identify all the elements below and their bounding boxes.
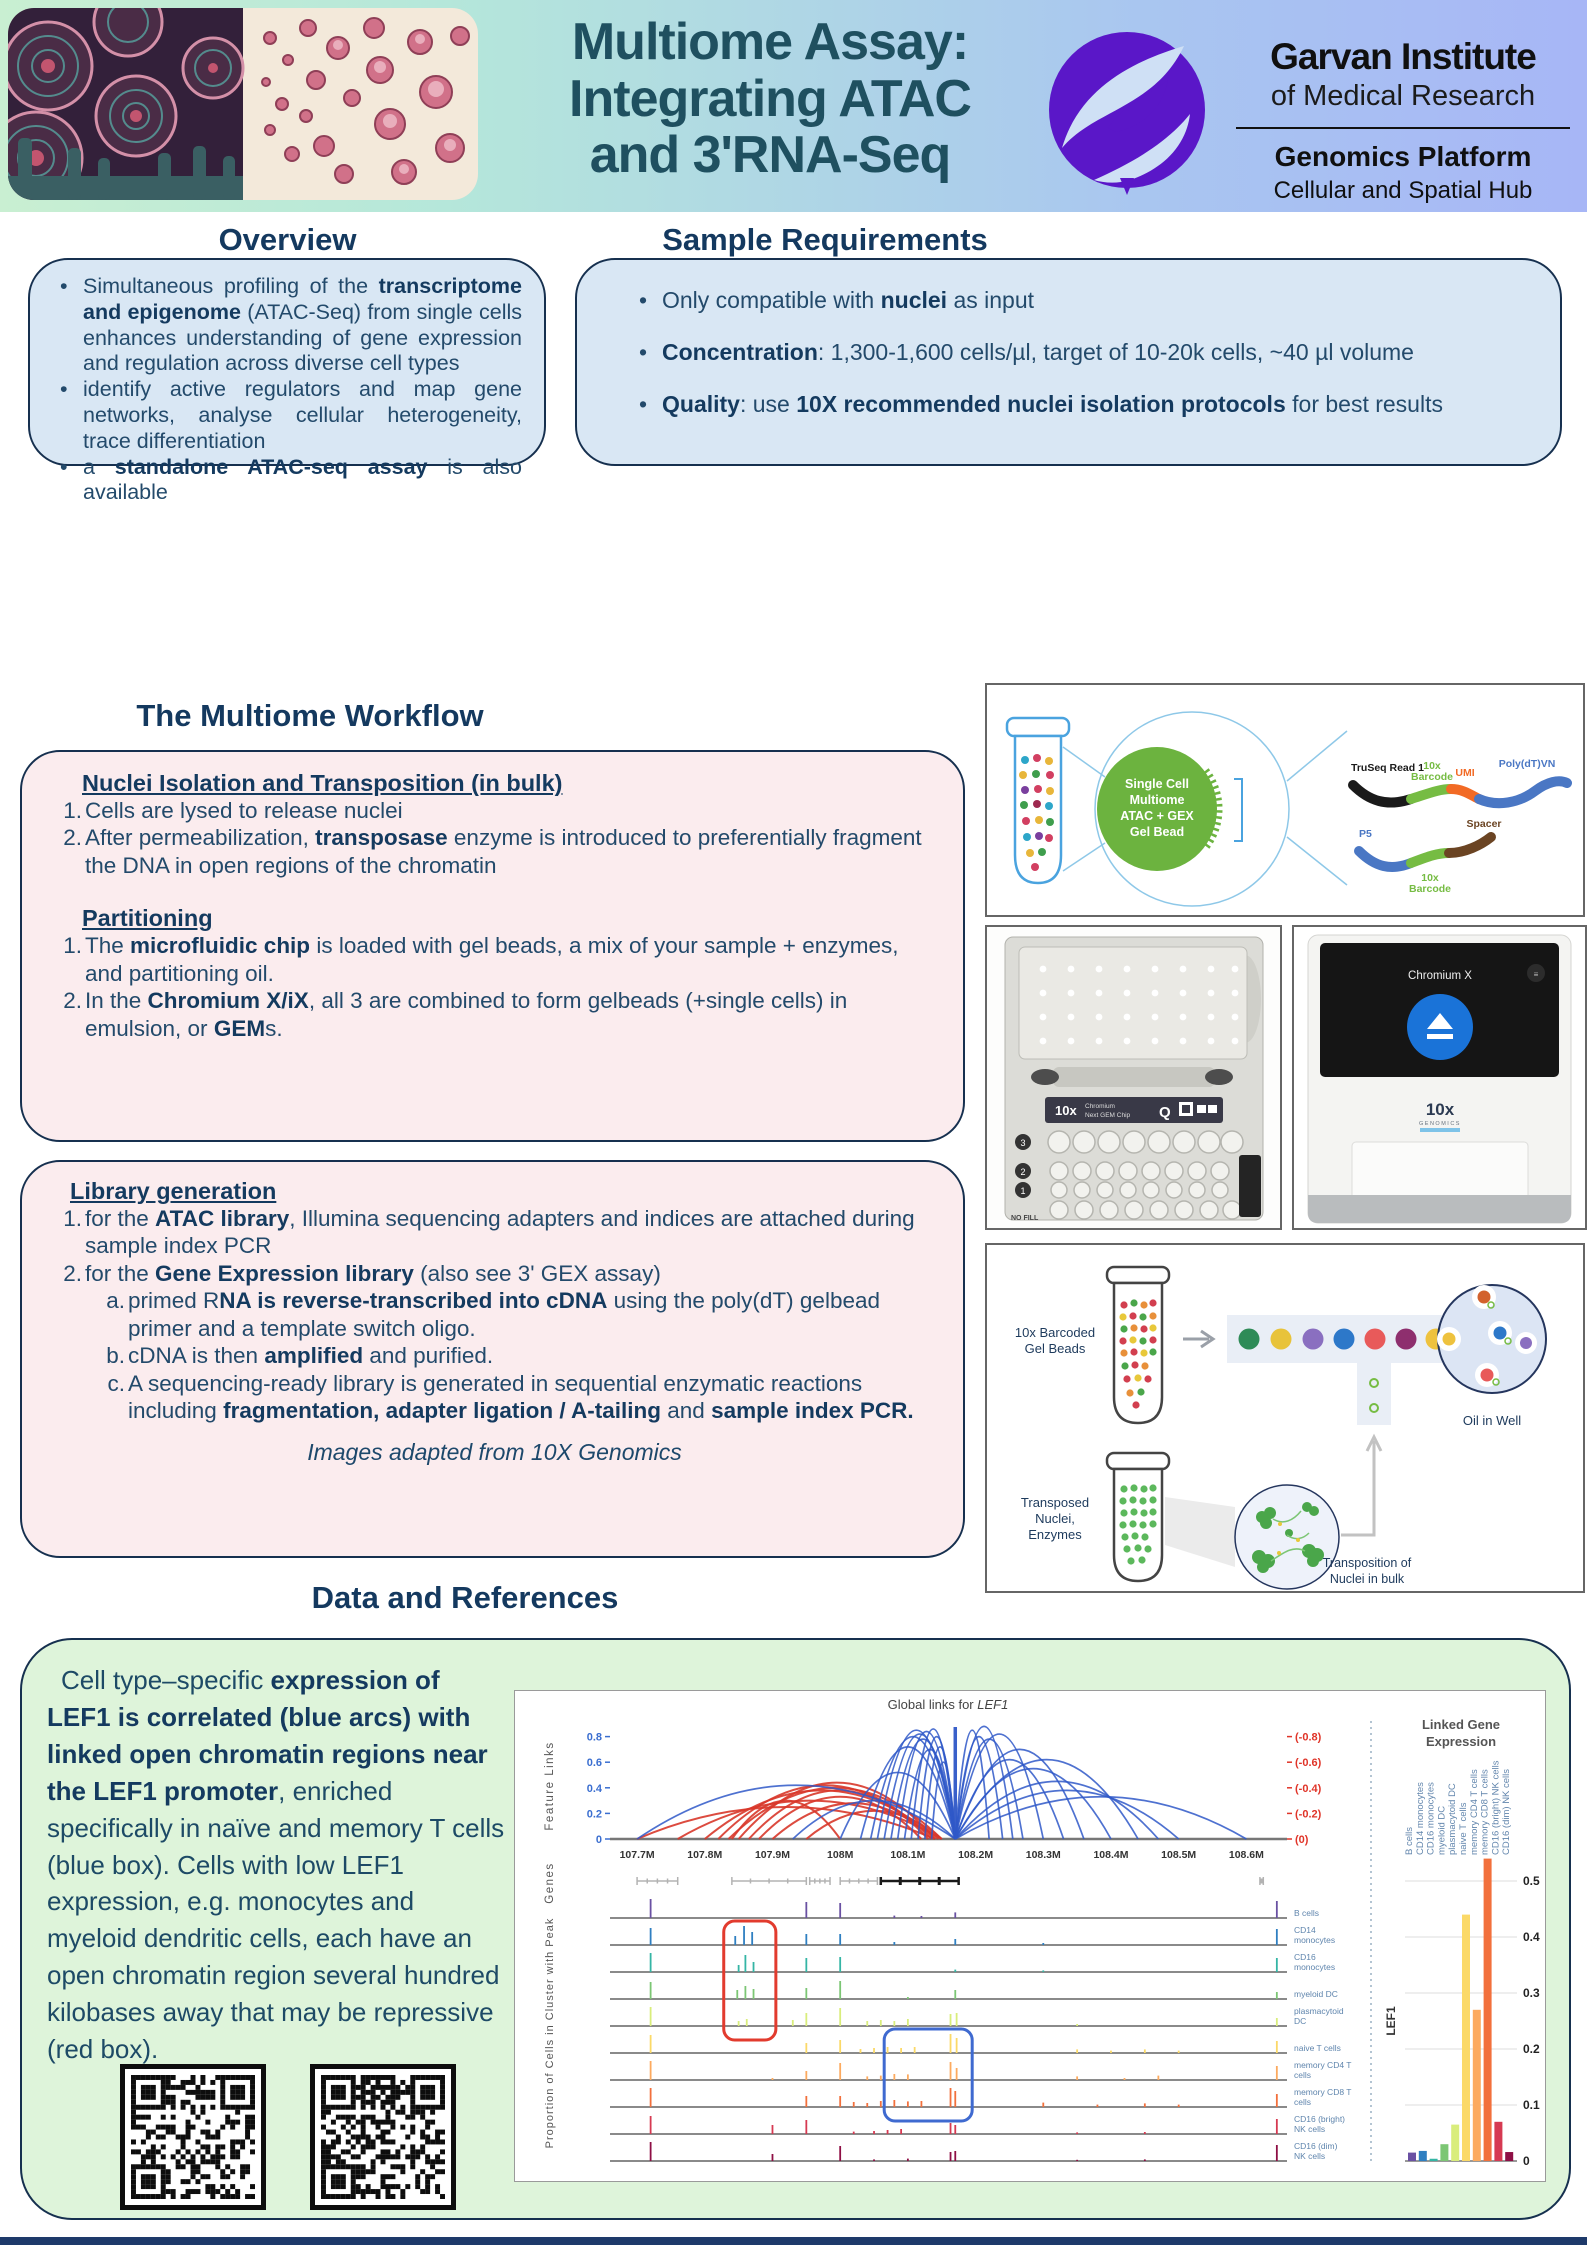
chromium-x-instrument: [1294, 927, 1585, 1228]
svg-text:108.5M: 108.5M: [1161, 1849, 1197, 1861]
gel-beads-label-line1: 10x Barcoded: [1014, 1325, 1096, 1340]
svg-text:B cells: B cells: [1294, 1908, 1320, 1918]
library-substep: A sequencing-ready library is generated in sequential enzymatic reactions including fragmentation, adapter ligation / A-tailing and sample index PCR.: [128, 1370, 914, 1424]
sample-requirement-bullet: • Only compatible with nuclei as input: [635, 286, 1512, 314]
overview-bullet: • identify active regulators and map gene networks, analyse cellular heterogeneity, trace differentiation: [56, 377, 522, 454]
svg-text:0.1: 0.1: [1523, 2098, 1540, 2112]
svg-text:Global links for LEF1: Global links for LEF1: [887, 1697, 1009, 1712]
svg-text:0.4: 0.4: [586, 1782, 602, 1795]
svg-text:CD16 (dim): CD16 (dim): [1294, 2141, 1338, 2151]
svg-text:Genes: Genes: [544, 1862, 556, 1904]
header-band: [0, 0, 1587, 212]
svg-text:0.3: 0.3: [1523, 1986, 1540, 2000]
svg-text:108.2M: 108.2M: [958, 1849, 994, 1861]
svg-text:0.2: 0.2: [586, 1808, 602, 1821]
svg-text:naive T cells: naive T cells: [1458, 1802, 1469, 1855]
svg-text:0: 0: [595, 1834, 602, 1846]
partitioning-steps-list: [52, 932, 937, 1042]
svg-text:B cells: B cells: [1404, 1827, 1415, 1855]
svg-text:107.8M: 107.8M: [687, 1849, 723, 1861]
sample-requirement-bullet: • Quality: use 10X recommended nuclei isolation protocols for best results: [635, 390, 1512, 418]
oligo1-read1-label: TruSeq Read 1: [1351, 762, 1424, 774]
svg-text:CD16 (dim) NK cells: CD16 (dim) NK cells: [1501, 1768, 1513, 1855]
instrument-screen-title: Chromium X: [1408, 970, 1472, 982]
svg-text:108M: 108M: [827, 1849, 854, 1861]
library-substep: cDNA is then amplified and purified.: [128, 1343, 494, 1369]
svg-text:Feature Links: Feature Links: [544, 1741, 556, 1831]
gelbead-label-line3: ATAC + GEX: [1120, 809, 1194, 823]
qr-code-2: [310, 2064, 456, 2210]
svg-text:myeloid DC: myeloid DC: [1294, 1989, 1338, 1999]
chip-brand-label: 10x: [1055, 1103, 1077, 1118]
svg-text:108.3M: 108.3M: [1025, 1849, 1061, 1861]
lef1-links-chart: [515, 1691, 1544, 2180]
svg-text:108.6M: 108.6M: [1228, 1849, 1264, 1861]
library-substep: primed RNA is reverse-transcribed into cDNA using the poly(dT) gelbead primer and a template switch oligo.: [128, 1288, 880, 1341]
svg-text:(-0.6): (-0.6): [1295, 1757, 1322, 1770]
svg-text:0.8: 0.8: [586, 1731, 602, 1744]
lef1-description: Cell type–specific expression of LEF1 is correlated (blue arcs) with linked open chromatin regions near the LEF1 promoter, enriched specifically in naïve and memory T cells (blue box). Cells with low LEF1 expression, e.g. monocytes and myeloid dendritic cells, each have an open chromatin region several hundred kilobases away that may be repressive (red box).: [47, 1665, 505, 2065]
oligo2-spacer-label: Spacer: [1466, 818, 1502, 830]
gelbead-label-line4: Gel Bead: [1129, 825, 1185, 839]
nuclei-label-line2: Nuclei,: [1035, 1511, 1075, 1526]
svg-text:DC: DC: [1294, 2016, 1307, 2026]
qr-code-1: [120, 2064, 266, 2210]
oil-in-well-label: Oil in Well: [1462, 1413, 1522, 1428]
svg-text:memory CD4 T: memory CD4 T: [1294, 2060, 1352, 2070]
nuclei-isolation-title: Nuclei Isolation and Transposition (in bulk): [82, 770, 563, 796]
oligo2-barcode-label-1: 10x: [1421, 872, 1439, 884]
chip-label-line1: Chromium: [1085, 1103, 1115, 1110]
oligo1-umi-label: UMI: [1455, 767, 1475, 779]
nuclei-step: After permeabilization, transposase enzyme is introduced to preferentially fragment the DNA in open regions of the chromatin: [85, 825, 922, 878]
overview-bullet: • Simultaneous profiling of the transcriptome and epigenome (ATAC-Seq) from single cells enhances understanding of gene expression and regulation across diverse cell types: [56, 274, 522, 377]
image-credit: Images adapted from 10X Genomics: [307, 1438, 682, 1465]
gelbead-label-line2: Multiome: [1129, 793, 1185, 807]
nuclei-steps-list: [52, 797, 937, 879]
partitioning-step: In the Chromium X/iX, all 3 are combined to form gelbeads (+single cells) in emulsion, or GEMs.: [85, 988, 848, 1041]
svg-text:CD16 monocytes: CD16 monocytes: [1425, 1782, 1437, 1855]
svg-text:108.4M: 108.4M: [1093, 1849, 1129, 1861]
chip-row-label-2: 2: [1020, 1167, 1026, 1177]
data-references-box: [20, 1638, 1571, 2220]
svg-text:CD16: CD16: [1294, 1952, 1316, 1962]
svg-text:memory CD4 T cells: memory CD4 T cells: [1468, 1769, 1480, 1855]
bulk-transposition-label-line1: Transposition of: [1322, 1556, 1412, 1570]
sample-requirement-bullet: • Concentration: 1,300-1,600 cells/µl, target of 10-20k cells, ~40 µl volume: [635, 338, 1512, 366]
svg-text:Proportion of Cells in Cluster: Proportion of Cells in Cluster with Peak: [544, 1917, 556, 2149]
svg-text:107.7M: 107.7M: [619, 1849, 655, 1861]
gem-partition-figure: [985, 1243, 1585, 1593]
qr-pattern: [131, 2075, 255, 2199]
svg-text:memory CD8 T: memory CD8 T: [1294, 2087, 1352, 2097]
svg-text:cells: cells: [1294, 2097, 1312, 2107]
overview-heading: Overview: [218, 222, 357, 257]
svg-text:(-0.8): (-0.8): [1295, 1731, 1322, 1744]
svg-text:myeloid DC: myeloid DC: [1436, 1805, 1448, 1855]
workflow-box-2: [20, 1160, 965, 1558]
histology-art: [8, 8, 478, 200]
sample-requirements-box: [575, 258, 1562, 466]
gem-partition-diagram: [987, 1245, 1583, 1591]
overview-box: [28, 258, 546, 505]
library-generation-title: Library generation: [70, 1178, 277, 1204]
oligo1-polydt-label: Poly(dT)VN: [1498, 758, 1556, 770]
bulk-transposition-label-line2: Nuclei in bulk: [1329, 1572, 1405, 1586]
library-substeps-list: [100, 1287, 937, 1424]
title-line-2: Integrating ATAC: [569, 69, 971, 128]
org-name: Garvan Institute: [1270, 36, 1536, 77]
svg-text:0.4: 0.4: [1523, 1930, 1540, 1944]
chip-q-label: Q: [1159, 1104, 1171, 1121]
svg-text:CD16 (bright) NK cells: CD16 (bright) NK cells: [1490, 1760, 1502, 1855]
svg-text:107.9M: 107.9M: [754, 1849, 790, 1861]
poster-title: [470, 14, 1070, 184]
svg-text:plasmacytoid DC: plasmacytoid DC: [1447, 1783, 1459, 1855]
gel-beads-label-line2: Gel Beads: [1024, 1341, 1086, 1356]
svg-text:LEF1: LEF1: [1384, 2006, 1398, 2036]
org-divider: [1236, 127, 1570, 129]
svg-text:naive T cells: naive T cells: [1294, 2043, 1341, 2053]
oligo1-barcode-label-1: 10x: [1423, 760, 1441, 772]
histology-image: [8, 8, 478, 200]
partitioning-step: The microfluidic chip is loaded with gel beads, a mix of your sample + enzymes, and partitioning oil.: [85, 933, 899, 986]
chip-no-fill-label: NO FILL: [1011, 1215, 1039, 1222]
gelbead-figure: [985, 683, 1585, 917]
footer-bar: [0, 2237, 1587, 2245]
org-hub: Cellular and Spatial Hub: [1273, 177, 1533, 204]
library-step: for the ATAC library, Illumina sequencing adapters and indices are attached during sample index PCR: [85, 1206, 915, 1259]
svg-text:CD16 (bright): CD16 (bright): [1294, 2114, 1346, 2124]
gelbead-label-line1: Single Cell: [1125, 777, 1189, 791]
svg-text:CD14: CD14: [1294, 1925, 1316, 1935]
instrument-brand-sub: GENOMICS: [1419, 1121, 1461, 1127]
svg-text:cells: cells: [1294, 2070, 1312, 2080]
instrument-brand: 10x: [1425, 1100, 1455, 1119]
svg-text:0: 0: [1523, 2154, 1530, 2168]
svg-text:monocytes: monocytes: [1294, 1962, 1336, 1972]
svg-text:0.2: 0.2: [1523, 2042, 1540, 2056]
workflow-heading: The Multiome Workflow: [136, 698, 484, 733]
nuclei-step: Cells are lysed to release nuclei: [85, 798, 403, 823]
library-step: for the Gene Expression library (also see 3' GEX assay): [85, 1260, 661, 1286]
lef1-chart-panel: [514, 1690, 1546, 2182]
chip-figure: [985, 925, 1282, 1230]
svg-text:Linked Gene: Linked Gene: [1421, 1717, 1501, 1732]
svg-text:0.5: 0.5: [1523, 1874, 1540, 1888]
overview-bullet-list: [56, 274, 522, 506]
chip-diagram: [987, 927, 1280, 1228]
sample-requirements-heading: Sample Requirements: [662, 222, 988, 257]
title-line-3: and 3'RNA-Seq: [589, 126, 951, 185]
svg-text:108.1M: 108.1M: [890, 1849, 926, 1861]
chromium-x-figure: [1292, 925, 1587, 1230]
svg-text:NK cells: NK cells: [1294, 2124, 1326, 2134]
partitioning-title: Partitioning: [82, 905, 213, 932]
nuclei-label-line3: Enzymes: [1028, 1527, 1082, 1542]
svg-text:(-0.2): (-0.2): [1295, 1808, 1322, 1821]
svg-text:CD14 monocytes: CD14 monocytes: [1414, 1782, 1426, 1855]
qr-pattern: [321, 2075, 445, 2199]
svg-text:monocytes: monocytes: [1294, 1935, 1336, 1945]
gelbead-diagram: [987, 685, 1583, 915]
chip-row-label-1: 1: [1020, 1186, 1026, 1196]
overview-bullet: • a standalone ATAC-seq assay is also available: [56, 455, 522, 507]
svg-text:(-0.4): (-0.4): [1295, 1782, 1322, 1795]
svg-text:Expression: Expression: [1425, 1734, 1497, 1749]
title-line-1: Multiome Assay:: [571, 13, 969, 71]
svg-text:NK cells: NK cells: [1294, 2151, 1326, 2161]
org-block: [1228, 36, 1578, 205]
svg-text:(0): (0): [1295, 1834, 1309, 1846]
data-references-heading: Data and References: [311, 1580, 619, 1615]
svg-text:plasmacytoid: plasmacytoid: [1294, 2006, 1344, 2016]
oligo2-barcode-label-2: Barcode: [1408, 883, 1452, 895]
sample-bullet-list: [635, 286, 1512, 418]
svg-text:0.6: 0.6: [586, 1757, 602, 1770]
menu-icon: ≡: [1533, 970, 1539, 979]
chip-row-label-3: 3: [1020, 1138, 1026, 1148]
org-subtitle: of Medical Research: [1270, 80, 1536, 112]
chip-label-line2: Next GEM Chip: [1085, 1112, 1131, 1119]
garvan-logo-icon: [1042, 30, 1212, 195]
nuclei-label-line1: Transposed: [1020, 1495, 1090, 1510]
oligo1-barcode-label-2: Barcode: [1410, 771, 1454, 783]
oligo2-p5-label: P5: [1359, 828, 1372, 840]
org-dept: Genomics Platform: [1274, 141, 1532, 172]
workflow-box-1: [20, 750, 965, 1142]
library-steps-list: [52, 1205, 937, 1287]
svg-text:memory CD8 T cells: memory CD8 T cells: [1479, 1769, 1491, 1855]
